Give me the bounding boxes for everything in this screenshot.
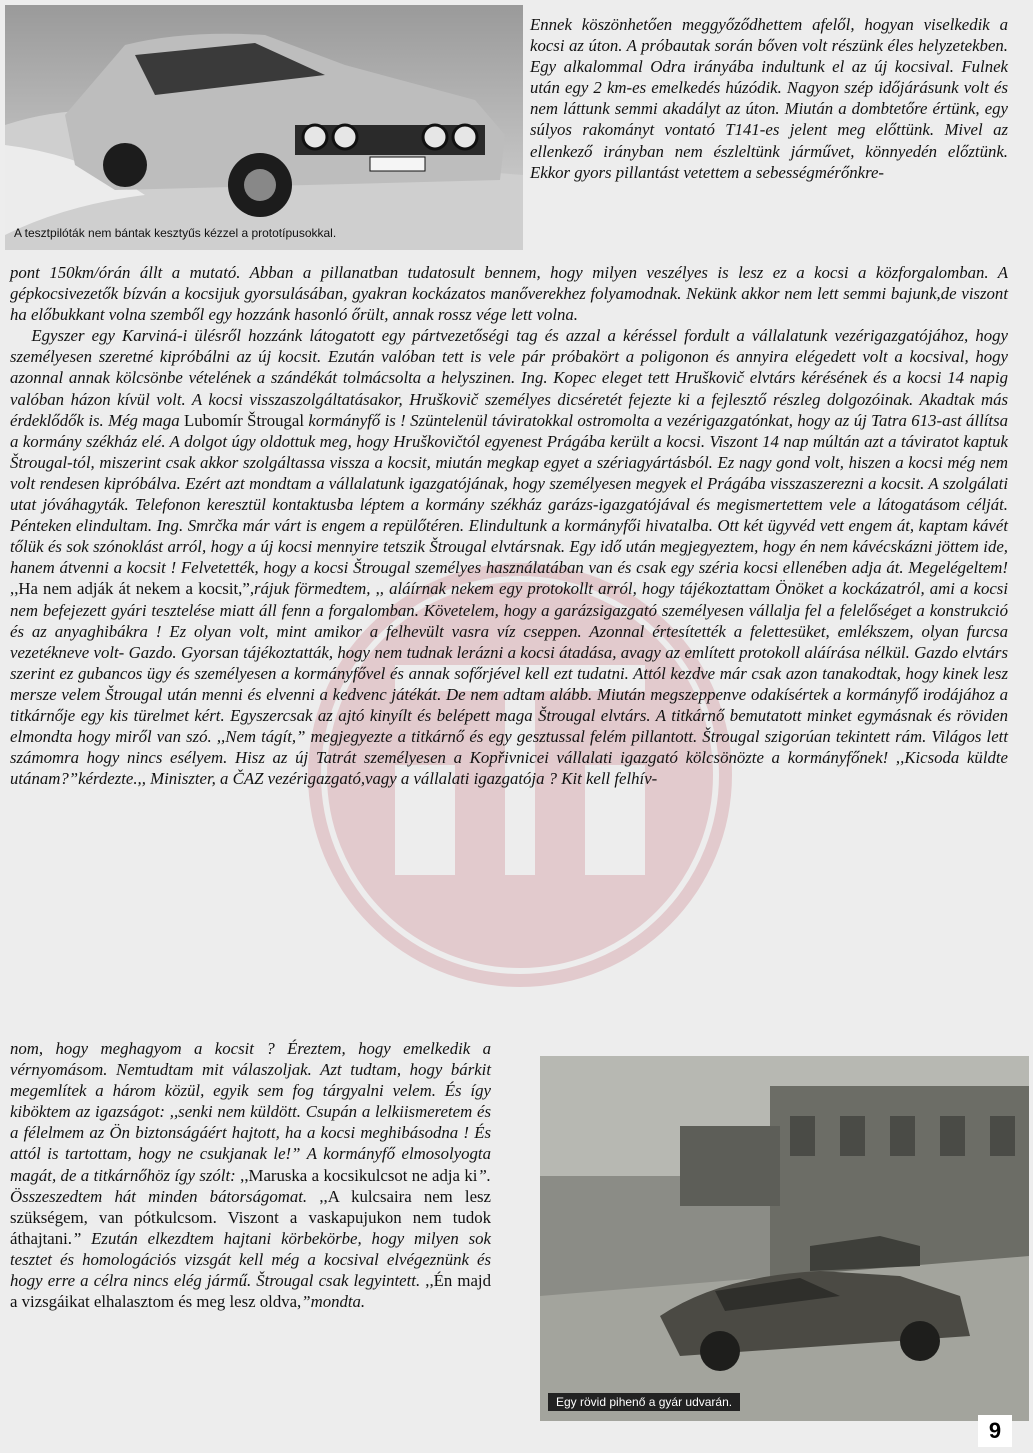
quote: ,,Ha nem adják át nekem a kocsit,” bbox=[10, 579, 250, 599]
text-run: Egyszer egy Karviná-i ülésről hozzánk látogatott egy pártvezetőségi tag és azzal a kéréssel fordult a vállalatunk vezérigazgatójához, hogy személyesen szeretné kipróbálni az új kocsit. Ezután valóban tett is vele pár próbakört a poligonon és annyira elégedett volt a kocsival, hogy azonnal annak kölcsönbe vételének a szándékát tolmácsolta a helyszinen. Ing. Kopec eleget tett Hruškovič elvtárs kérésének és a kocsi 14 napig valóban házon kívül volt. A kocsi visszaszolgáltatásakor, Hruškovič személyes dicséretét fejezte ki a fejlesztő részleg dolgozóinak. Akadtak más érdeklődők is. Még maga bbox=[10, 326, 1008, 430]
article-column-top bbox=[530, 14, 1008, 183]
person-name: Lubomír Štrougal bbox=[184, 410, 305, 430]
text-run: ”mondta. bbox=[301, 1292, 366, 1312]
photo-factory-yard bbox=[540, 1056, 1029, 1421]
text-run: kormányfő is ! Szüntelenül táviratokkal ostromolta a vezérigazgatónkat, hogy az új Tatra 613-ast állítsa a kormány székház elé. A dolgot úgy oldottuk meg, hogy Hruškovičtól egyenest Prágába került a kocsi. Viszont 14 nap múltán azt a táviratot kaptuk Štrougal-tól, miszerint csak akkor szolgáltassa vissza a kocsit, miután megkap egyet a szériagyártásból. Ez nagy gond volt, hiszen a kocsi még nem volt rendesen kipróbálva. Ezért azt mondtam a vállalatunk igazgatójának, hogy személyesen megyek el Prágába visszaszerezni a kocsit. A szolgálati utat jóváhagyták. Telefonon keresztül kontaktusba léptem a kormány székház garázs-igazgatójával és megismertettem vele a látogatásom célját. Pénteken elindultam. Ing. Smrčka már várt is engem a repülőtéren. Elindultunk a kormányfői hivatalba. Ott két ügyvéd vett engem át, kaptam kávét tőlük és sok szónoklást arról, hogy a új kocsi mennyire tetszik Štrougal elvtársnak. Egy idő után megjegyeztem, hogy én nem kávécskázni jöttem ide, hanem átvenni a kocsit ! Felvetették, hogy a kocsi Štrougal személyes használatában van és csak egy széria kocsi ellenében adja át. Megelégeltem! bbox=[10, 410, 1009, 578]
article-paragraph: Ennek köszönhetően meggyőződhettem afelől, hogyan viselkedik a kocsi az úton. A próbautak során bőven volt részünk éles helyzetekben. Egy alkalommal Odra irányába indultunk el az új kocsival. Fulnek után egy 2 km-es emelkedés húzódik. Nagyon szép időjárásunk volt és nem láttunk semmi akadályt az úton. Miután a dombtetőre értünk, egy súlyos rakományt vontató T141-es jelent meg előttünk. Mivel az ellenkező irányban nem észleltünk járművet, könnyedén előztünk. Ekkor gyors pillantást vetettem a sebességmérőnkre- bbox=[530, 15, 1008, 182]
article-paragraph bbox=[10, 1038, 491, 1312]
quote: ,,Én majd a vizsgáikat elhalasztom és meg lesz oldva, bbox=[10, 1271, 491, 1312]
text-run: ,rájuk förmedtem, ,, aláírnak nekem egy protokollt arról, hogy tájékoztattam Önöket a kockázatról, ami a kocsi nem befejezett gyári tesztelése miatt áll fenn a forgalomban. Követelem, hogy a garázsigazgató személyesen vállalja fel a felelőséget a konstrukció és az anyaghibákra ! Ez olyan volt, mint amikor a felhevült vasra víz cseppen. Azonnal értesítették a felettesüket, emlékszem, olyan furcsa vezetékneve volt- Gazdo. Gyorsan tájékoztatták, hogy nem tudnak lerázni a kocsi átadása, avagy az említett protokoll aláírása nélkül. Gazdo elvtárs szerint ez gubancos ügy és személyesen a kormányfővel és annak sofőrjével kell ezt tudatni. Attól kezdve már csak azon tanakodtak, hogy kinek lesz mersze velem Štrougal után menni és elvenni a kedvenc játékát. De nem adtam alább. Miután megszeppenve odakísértek a kormányfő irodájához a titkárnője egy kis türelmet kért. Egyszercsak az ajtó kinyílt és belépett maga Štrougal elvtárs. A titkárnő bemutatott minket egymásnak és röviden elmondta hogy miről van szó. ,,Nem tágít,” megjegyezte a titkárnő és egy gesztussal felém pillantott. Štrougal szigorúan tekintett rám. Világos lett számomra hogy nincs esélyem. Hisz az új Tatrát személyesen a Kopřivnicei vállalati igazgató kölcsönözte a kormányfőnek! ,,Kicsoda küldte utánam?”kérdezte.,, Miniszter, a ČAZ vezérigazgató,vagy a vállalati igazgatója ? Kit kell felhív- bbox=[10, 579, 1008, 789]
photo-caption-bottom: Egy rövid pihenő a gyár udvarán. bbox=[548, 1393, 740, 1411]
text-run: ”. Összeszedtem hát minden bátorságomat. bbox=[10, 1165, 491, 1206]
quote: ,,Maruska a kocsikulcsot ne adja ki bbox=[240, 1165, 478, 1185]
quote: ,,A kulcsaira nem lesz szükségem, van pótkulcsom. Viszont a vaskapujukon nem tudok áthajtani. bbox=[10, 1186, 491, 1248]
article-paragraph bbox=[10, 325, 1008, 789]
article-paragraph: pont 150km/órán állt a mutató. Abban a pillanatban tudatosult bennem, hogy milyen veszélyes is lesz ez a kocsi a közforgalomban. A gépkocsivezetők bízván a kocsijuk gyorsulásában, gyakran kockázatos manőverekhez folyamodnak. Nekünk akkor nem lett semmi bajunk,de viszont ha előbukkant volna szemből egy hozzánk hasonló őrült, annak rossz vége lett volna. bbox=[10, 263, 1008, 325]
article-column-bottom bbox=[10, 1038, 491, 1312]
text-run: ” Ezután elkezdtem hajtani körbekörbe, hogy milyen sok tesztet és homologációs vizsgát kell még a kocsival elvégeznünk és hogy erre a célra nincs elég jármű. Štrougal csak legyintett. bbox=[10, 1228, 491, 1291]
photo-caption-top: A tesztpilóták nem bántak kesztyűs kézzel a prototípusokkal. bbox=[14, 226, 337, 240]
photo-test-drive bbox=[5, 5, 523, 250]
text-run: nom, hogy meghagyom a kocsit ? Éreztem, hogy emelkedik a vérnyomásom. Nemtudtam mit válaszoljak. Azt tudtam, hogy bárkit megemlítek a három közül, egyik sem fog tárgyalni velem. És így kiböktem az igazságot: ,,senki nem küldött. Csupán a lelkiismeretem és a félelmem az Ön biztonságáért hajtott, ha a kocsi meghibásodna ! És attól is tartottam, hogy ne csukjanak le!” A kormányfő elmosolyogta magát, de a titkárnőhöz így szólt: bbox=[10, 1039, 491, 1185]
article-body bbox=[10, 262, 1008, 789]
page-number: 9 bbox=[978, 1415, 1012, 1447]
